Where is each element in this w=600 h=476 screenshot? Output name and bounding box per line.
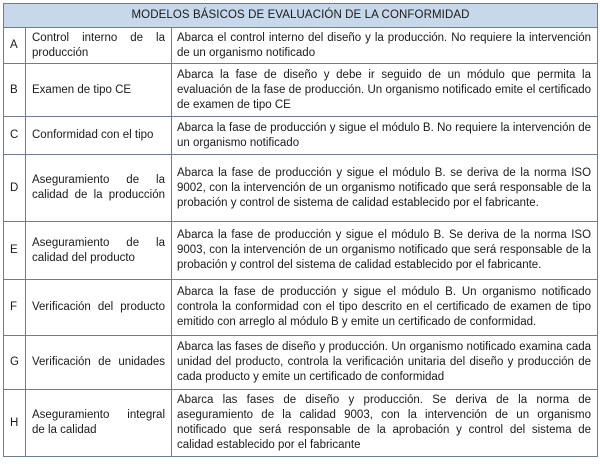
model-name: Control interno de la producción: [26, 28, 172, 64]
row-letter: C: [4, 117, 26, 155]
model-name: Verificación del producto: [26, 280, 172, 336]
table-row: [4, 336, 598, 390]
model-name: Aseguramiento de la calidad de la producción: [26, 155, 172, 222]
table-row: [4, 390, 598, 457]
row-letter: F: [4, 280, 26, 336]
model-name: Aseguramiento integral de la calidad: [26, 390, 172, 457]
model-name: Verificación de unidades: [26, 336, 172, 390]
table-row: [4, 117, 598, 155]
row-letter: D: [4, 155, 26, 222]
conformity-models-table: [3, 3, 598, 457]
table-header-row: [4, 4, 598, 28]
model-name: Conformidad con el tipo: [26, 117, 172, 155]
model-description: Abarca las fases de diseño y producción. Se deriva de la norma de aseguramiento de la calidad 9003, con la intervención de un organismo notificado que será responsable de la aprobación y control del sistema de calidad establecido por el fabricante: [172, 390, 598, 457]
model-name: Aseguramiento de la calidad del producto: [26, 222, 172, 280]
model-description: Abarca la fase de producción y sigue el módulo B. Se deriva de la norma ISO 9003, con la intervención de un organismo notificado que será responsable de la probación y control del sistema de calidad establecido por el fabricante.: [172, 222, 598, 280]
model-description: Abarca la fase de producción y sigue el módulo B. Un organismo notificado controla la conformidad con el tipo descrito en el certificado de examen de tipo emitido con arreglo al módulo B y emite un certificado de conformidad.: [172, 280, 598, 336]
model-description: Abarca la fase de producción y sigue el módulo B. se deriva de la norma ISO 9002, con la intervención de un organismo notificado que será responsable de la probación y control de sistema de calidad establecido por el fabricante.: [172, 155, 598, 222]
model-name: Examen de tipo CE: [26, 64, 172, 117]
model-description: Abarca la fase de diseño y debe ir seguido de un módulo que permita la evaluación de la fase de producción. Un organismo notificado emite el certificado de examen de tipo CE: [172, 64, 598, 117]
model-description: Abarca el control interno del diseño y la producción. No requiere la intervención de un organismo notificado: [172, 28, 598, 64]
table-title: MODELOS BÁSICOS DE EVALUACIÓN DE LA CONFORMIDAD: [4, 4, 598, 28]
row-letter: B: [4, 64, 26, 117]
row-letter: H: [4, 390, 26, 457]
table-row: [4, 280, 598, 336]
table-row: [4, 64, 598, 117]
model-description: Abarca las fases de diseño y producción. Un organismo notificado examina cada unidad del producto, controla la verificación unitaria del diseño y producción de cada producto y emite un certificado de conformidad: [172, 336, 598, 390]
row-letter: E: [4, 222, 26, 280]
model-description: Abarca la fase de producción y sigue el módulo B. No requiere la intervención de un organismo notificado: [172, 117, 598, 155]
row-letter: A: [4, 28, 26, 64]
row-letter: G: [4, 336, 26, 390]
table-row: [4, 155, 598, 222]
table-row: [4, 28, 598, 64]
table-row: [4, 222, 598, 280]
